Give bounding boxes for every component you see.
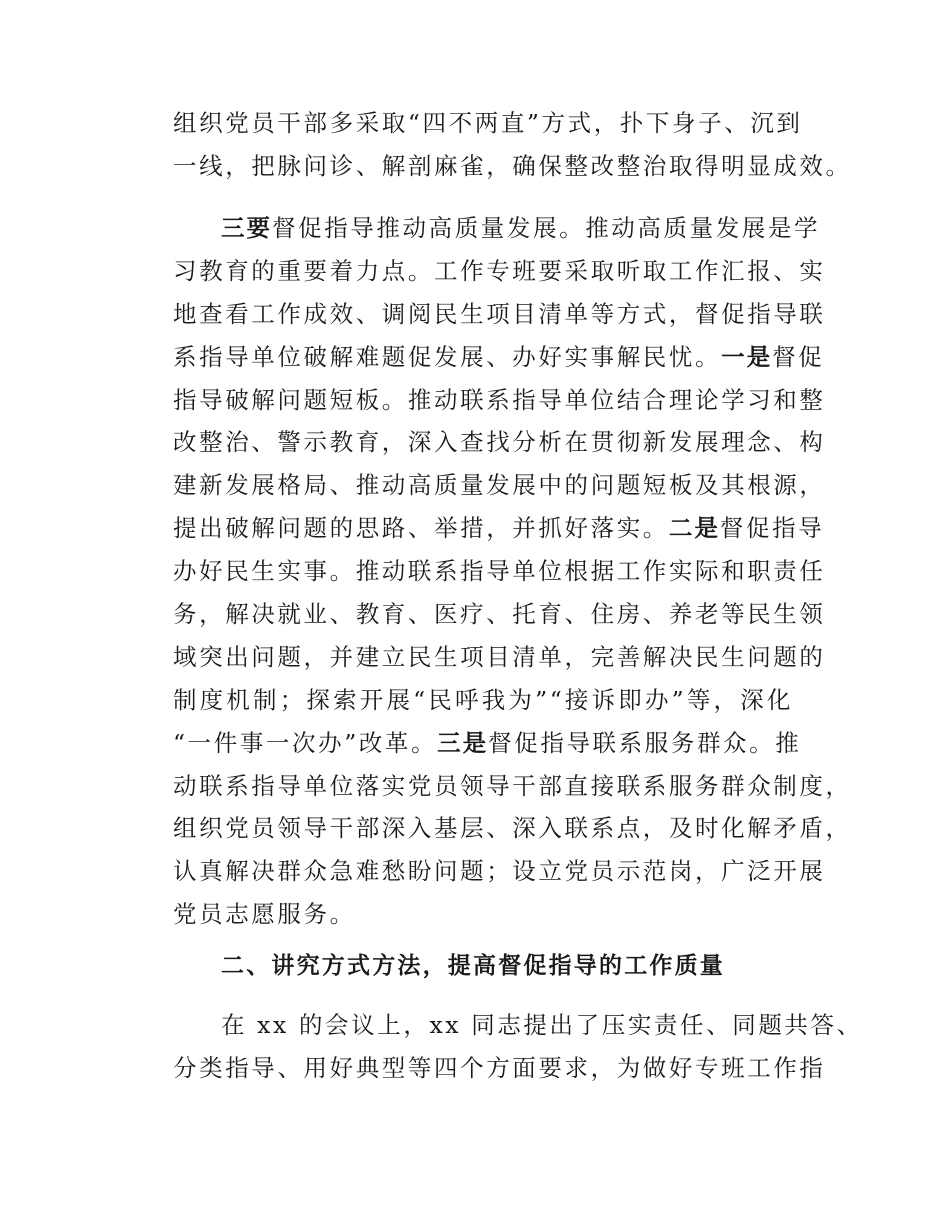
paragraph-line: 一线，把脉问诊、解剖麻雀，确保整改整治取得明显成效。 (173, 151, 852, 180)
paragraph-line: 改整治、警示教育，深入查找分析在贯彻新发展理念、构 (173, 428, 826, 457)
paragraph-line (173, 722, 802, 765)
paragraph-line: 办好民生实事。推动联系指导单位根据工作实际和职责任 (173, 557, 826, 586)
paragraph-line: 习教育的重要着力点。工作专班要采取听取工作汇报、实 (173, 256, 826, 285)
paragraph-line: 组织党员干部多采取“四不两直”方式，扑下身子、沉到 (173, 109, 803, 137)
line-text: “一件事一次办”改革。 (173, 728, 438, 757)
section-lead: 三要 (221, 214, 272, 242)
paragraph-line (173, 507, 825, 550)
paragraph-line: 组织党员领导干部深入基层、深入联系点，及时化解矛盾， (173, 814, 852, 843)
paragraph-line: 党员志愿服务。 (173, 900, 356, 929)
line-text: 系指导单位破解难题促发展、办好实事解民忧。 (173, 342, 722, 371)
line-text: 督促指导 (719, 514, 825, 543)
point-marker: 二是 (668, 514, 720, 543)
paragraph-line: 建新发展格局、推动高质量发展中的问题短板及其根源， (173, 471, 826, 500)
paragraph-line: 指导破解问题短板。推动联系指导单位结合理论学习和整 (173, 385, 826, 414)
point-marker: 三是 (437, 728, 489, 757)
closing-paragraph (173, 1004, 863, 1090)
line-text: 督促 (772, 342, 825, 371)
paragraph-line (173, 336, 825, 379)
point-marker: 一是 (721, 342, 773, 371)
line-text: 督促指导联系服务群众。推 (488, 728, 802, 757)
section-three-paragraph (173, 207, 852, 936)
paragraph-line (173, 207, 821, 250)
intro-paragraph (173, 102, 852, 188)
paragraph-line: 地查看工作成效、调阅民生项目清单等方式，督促指导联 (173, 299, 826, 328)
line-text: 督促指导推动高质量发展。推动高质量发展是学 (272, 214, 821, 242)
paragraph-line: 认真解决群众急难愁盼问题；设立党员示范岗，广泛开展 (173, 857, 826, 886)
paragraph-line: 动联系指导单位落实党员领导干部直接联系服务群众制度， (173, 771, 852, 800)
line-text: 提出破解问题的思路、举措，并抓好落实。 (173, 514, 669, 543)
paragraph-line: 在 xx 的会议上，xx 同志提出了压实责任、同题共答、 (221, 1011, 863, 1039)
paragraph-line: 务，解决就业、教育、医疗、托育、住房、养老等民生领 (173, 600, 826, 629)
section-heading: 二、讲究方式方法，提高督促指导的工作质量 (221, 953, 725, 979)
paragraph-line: 制度机制；探索开展“民呼我为”“接诉即办”等，深化 (173, 685, 793, 714)
paragraph-line: 分类指导、用好典型等四个方面要求，为做好专班工作指 (173, 1053, 826, 1082)
paragraph-line: 域突出问题，并建立民生项目清单，完善解决民生问题的 (173, 642, 826, 671)
